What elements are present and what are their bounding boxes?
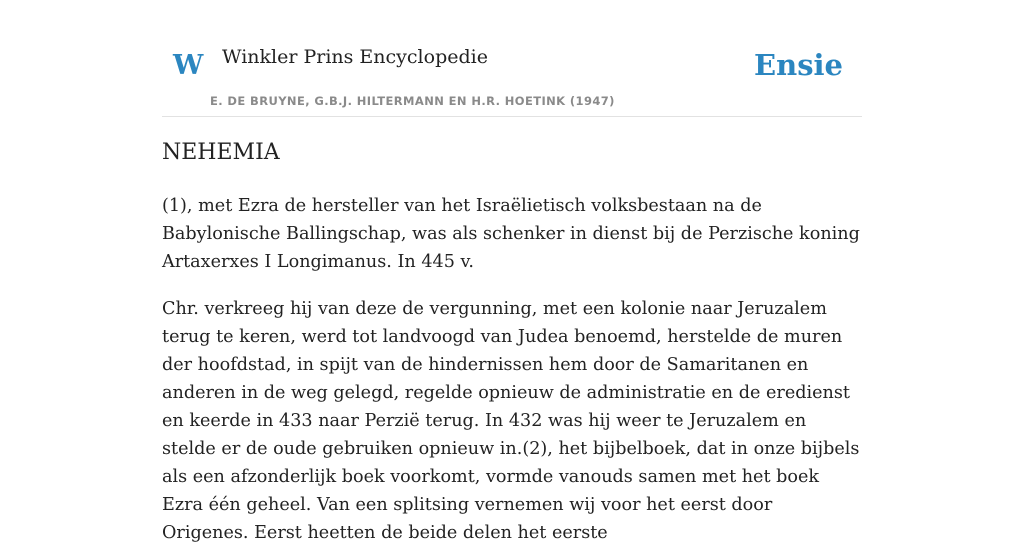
article-title: NEHEMIA [162, 140, 280, 165]
publication-header [162, 0, 862, 117]
publication-logo[interactable]: W [173, 50, 204, 81]
publication-authors: E. DE BRUYNE, G.B.J. HILTERMANN EN H.R. HOETINK (1947) [210, 94, 615, 108]
publication-title[interactable]: Winkler Prins Encyclopedie [222, 46, 488, 68]
article-paragraph: (1), met Ezra de hersteller van het Israëlietisch volksbestaan na de Babylonische Ballingschap, was als schenker in dienst bij de Perzische koning Artaxerxes I Longimanus. In 445 v. [162, 196, 860, 272]
article-paragraph: Chr. verkreeg hij van deze de vergunning, met een kolonie naar Jeruzalem terug te keren, werd tot landvoogd van Judea benoemd, herstelde de muren der hoofdstad, in spijt van de hindernissen hem door de Samaritanen en anderen in de weg gelegd, regelde opnieuw de administratie en de eredienst en keerde in 433 naar Perzië terug. In 432 was hij weer te Jeruzalem en stelde er de oude gebruiken opnieuw in.(2), het bijbelboek, dat in onze bijbels als een afzonderlijk boek voorkomt, vormde vanouds samen met het boek Ezra één geheel. Van een splitsing vernemen wij voor het eerst door Origenes. Eerst heetten de beide delen het eerste [162, 299, 860, 543]
ensie-logo[interactable]: Ensie [754, 48, 843, 82]
